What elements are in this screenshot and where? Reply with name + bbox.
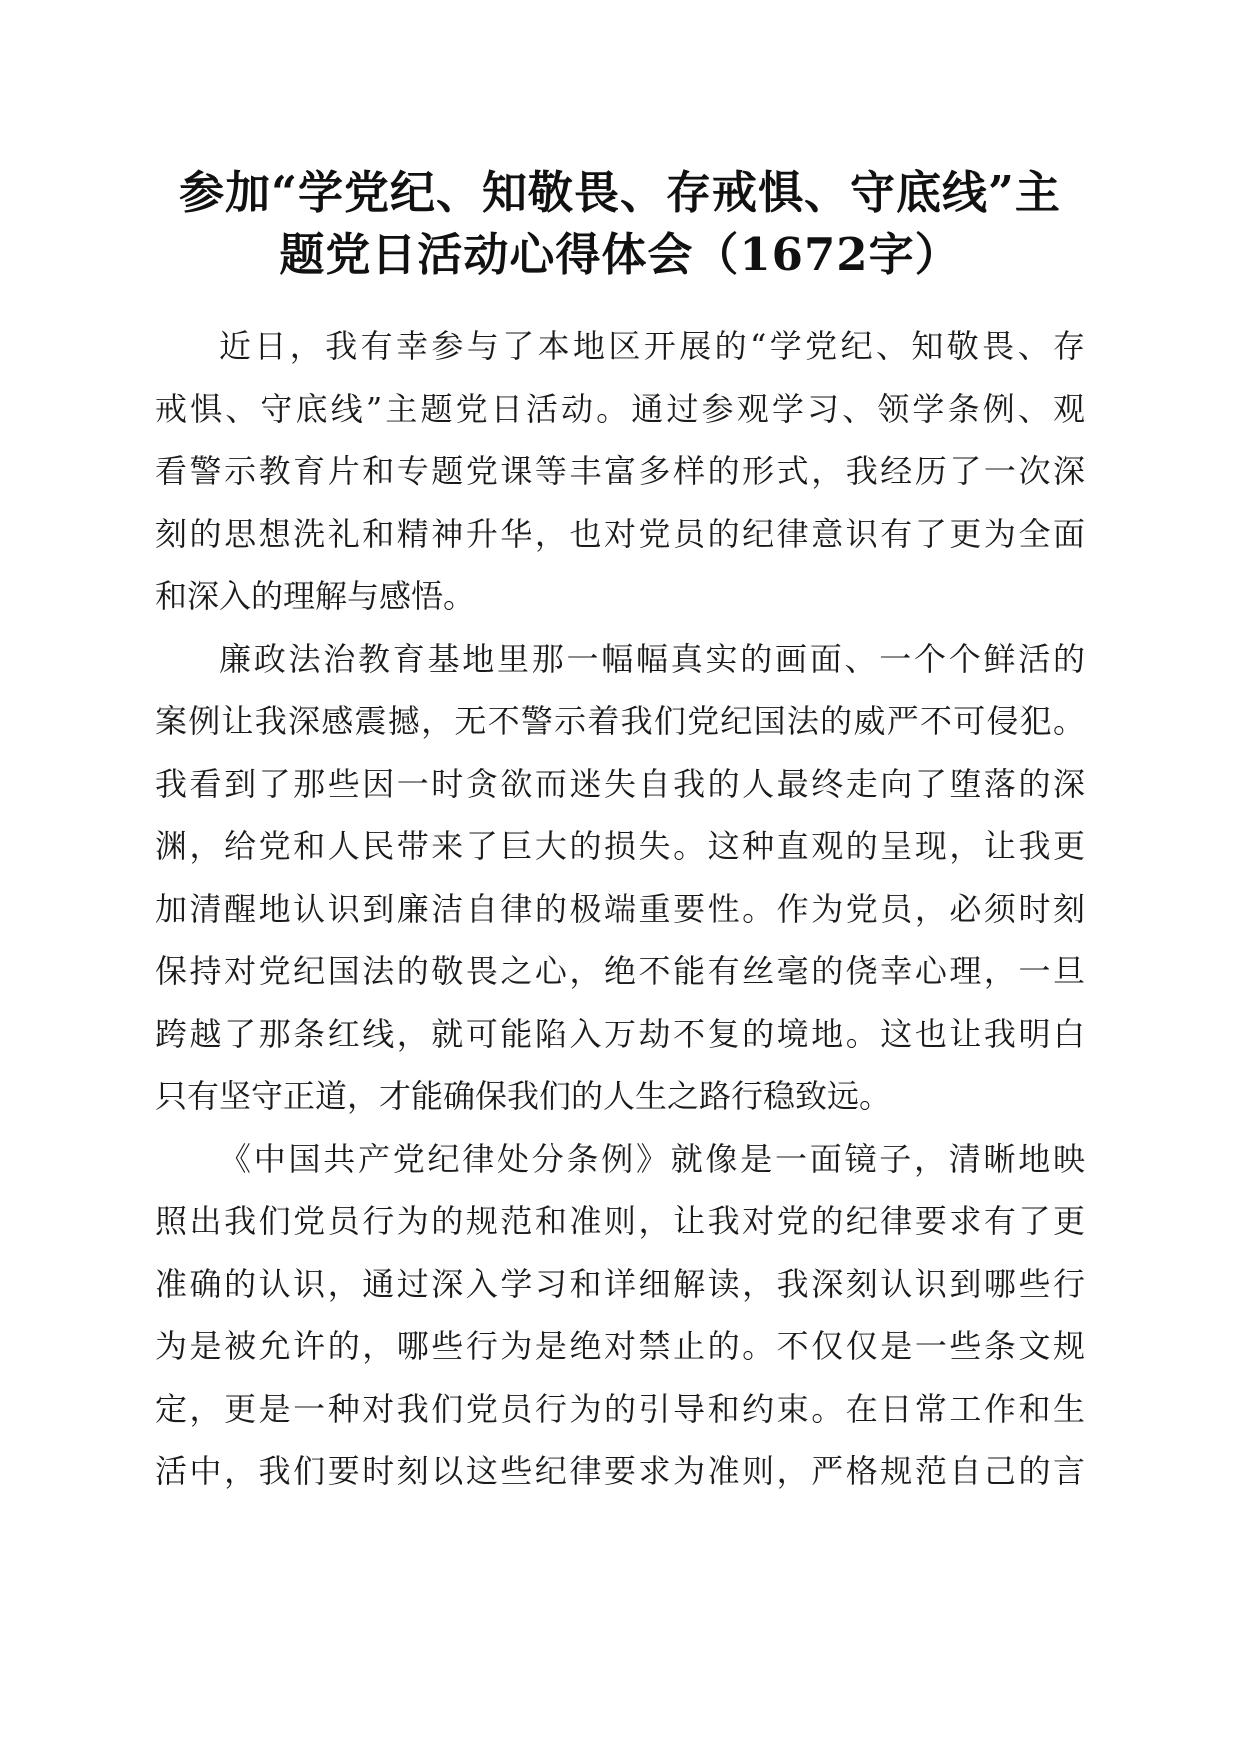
text-line: 只有坚守正道，才能确保我们的人生之路行稳致远。 — [155, 1077, 892, 1115]
paragraph-2 — [155, 628, 1085, 1128]
text-line: 跨越了那条红线，就可能陷入万劫不复的境地。这也让我明白 — [155, 1014, 1085, 1053]
paragraph-3 — [155, 1128, 1085, 1503]
text-line: 和深入的理解与感悟。 — [155, 577, 476, 615]
paragraph-1 — [155, 315, 1085, 628]
text-line: 活中，我们要时刻以这些纪律要求为准则，严格规范自己的言 — [155, 1452, 1085, 1490]
text-line: 我看到了那些因一时贪欲而迷失自我的人最终走向了堕落的深 — [155, 764, 1085, 803]
title-line-1: 参加“学党纪、知敬畏、存戒惧、守底线”主 — [179, 166, 1061, 219]
text-line: 刻的思想洗礼和精神升华，也对党员的纪律意识有了更为全面 — [155, 514, 1085, 553]
text-line: 为是被允许的，哪些行为是绝对禁止的。不仅仅是一些条文规 — [155, 1327, 1085, 1365]
text-line: 戒惧、守底线”主题党日活动。通过参观学习、领学条例、观 — [155, 389, 1085, 428]
text-line: 加清醒地认识到廉洁自律的极端重要性。作为党员，必须时刻 — [155, 889, 1085, 928]
text-line: 准确的认识，通过深入学习和详细解读，我深刻认识到哪些行 — [155, 1264, 1085, 1303]
text-line: 照出我们党员行为的规范和准则，让我对党的纪律要求有了更 — [155, 1202, 1085, 1240]
document-body — [155, 315, 1085, 1503]
document-title — [140, 162, 1100, 286]
text-line: 看警示教育片和专题党课等丰富多样的形式，我经历了一次深 — [155, 452, 1085, 490]
text-line: 廉政法治教育基地里那一幅幅真实的画面、一个个鲜活的 — [219, 639, 1085, 678]
text-line: 《中国共产党纪律处分条例》就像是一面镜子，清晰地映 — [219, 1139, 1085, 1178]
title-line-2: 题党日活动心得体会（1672字） — [279, 228, 961, 281]
text-line: 案例让我深感震撼，无不警示着我们党纪国法的威严不可侵犯。 — [155, 702, 1085, 740]
text-line: 近日，我有幸参与了本地区开展的“学党纪、知敬畏、存 — [219, 327, 1085, 365]
text-line: 保持对党纪国法的敬畏之心，绝不能有丝毫的侥幸心理，一旦 — [155, 952, 1085, 990]
text-line: 渊，给党和人民带来了巨大的损失。这种直观的呈现，让我更 — [155, 827, 1085, 865]
text-line: 定，更是一种对我们党员行为的引导和约束。在日常工作和生 — [155, 1389, 1085, 1428]
